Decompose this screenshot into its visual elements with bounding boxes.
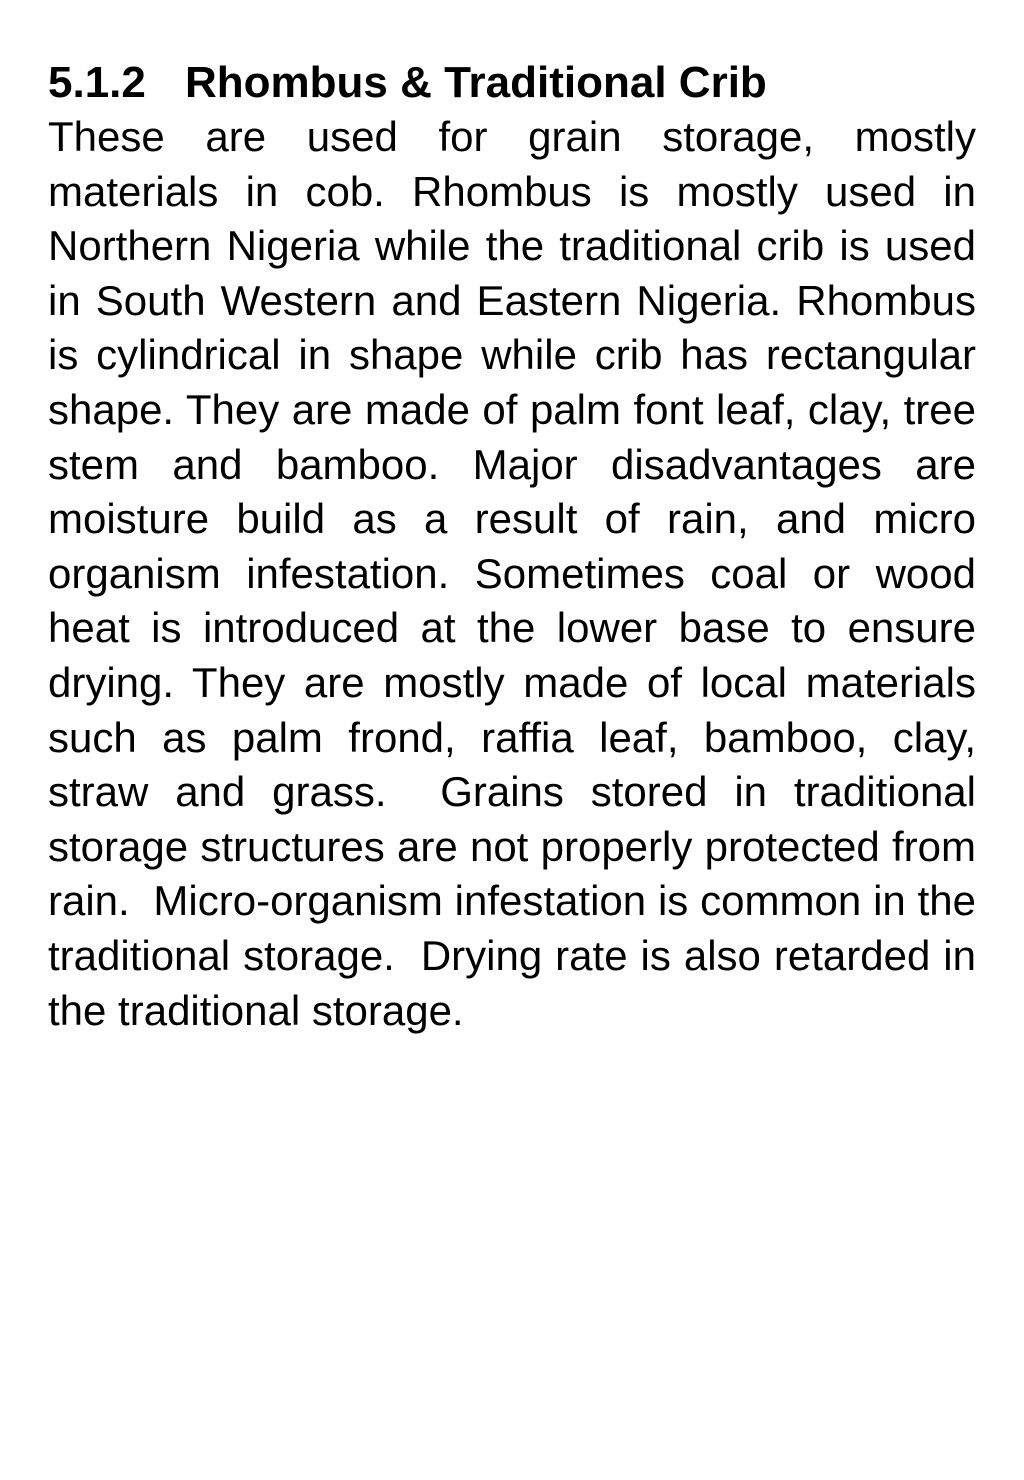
section-body-paragraph: These are used for grain storage, mostly materials in cob. Rhombus is mostly used in Northern Nigeria while the traditional crib is used in South Western and Eastern Nigeria. Rhombus is cylindrical in shape while crib has rectangular shape. They are made of palm font leaf, clay, tree stem and bamboo. Major disadvantages are moisture build as a result of rain, and micro organism infestation. Sometimes coal or wood heat is introduced at the lower base to ensure drying. They are mostly made of local materials such as palm frond, raffia leaf, bamboo, clay, straw and grass. Grains stored in traditional storage structures are not properly protected from rain. Micro-organism infestation is common in the traditional storage. Drying rate is also retarded in the traditional storage.	[48, 113, 988, 1034]
section-number: 5.1.2	[48, 58, 146, 107]
section-title: Rhombus & Traditional Crib	[185, 58, 767, 107]
section-heading	[48, 56, 976, 110]
document-page	[48, 56, 988, 1038]
